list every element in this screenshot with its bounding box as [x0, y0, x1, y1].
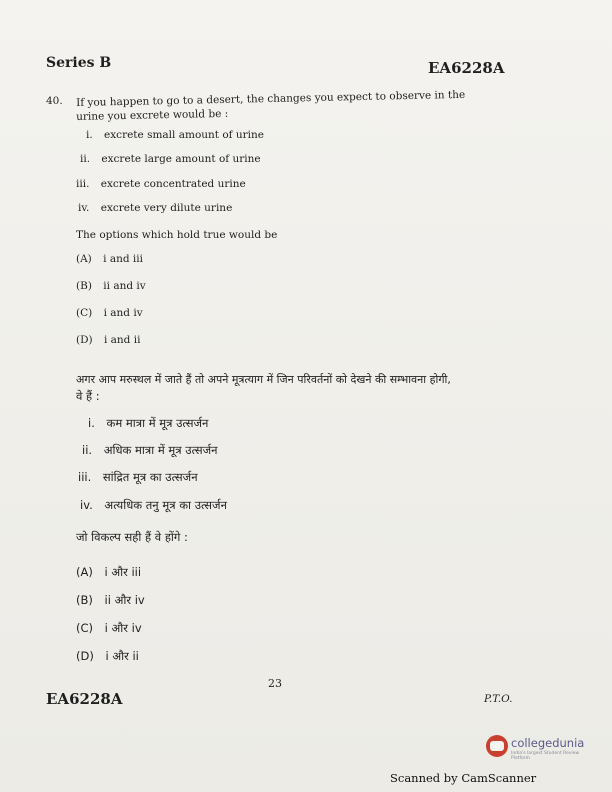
statement-num: iv.	[80, 498, 93, 512]
hindi-statement-item	[88, 416, 208, 431]
statement-num: iii.	[76, 178, 90, 190]
paper-code-footer: EA6228A	[46, 690, 123, 708]
statement-num: iii.	[78, 470, 92, 484]
option-text: i और ii	[105, 649, 139, 663]
paper-code-header: EA6228A	[428, 59, 505, 77]
option-label: (C)	[76, 621, 94, 635]
logo-tagline: India's largest Student Review Platform	[511, 751, 580, 761]
graduation-cap-icon	[486, 735, 508, 757]
page-number: 23	[268, 677, 282, 690]
hindi-option-a[interactable]	[76, 565, 141, 580]
statement-num: ii.	[80, 153, 91, 165]
hindi-question-line-2: वे हैं :	[76, 389, 100, 403]
option-a[interactable]	[76, 253, 143, 265]
statement-item	[86, 129, 264, 141]
statement-item	[76, 178, 246, 190]
statement-num: i.	[86, 129, 93, 141]
statement-num: i.	[88, 416, 95, 430]
hindi-statement-item	[82, 443, 218, 458]
question-text-line-1: If you happen to go to a desert, the changes you expect to observe in the	[76, 88, 466, 109]
options-prompt: The options which hold true would be	[76, 229, 278, 241]
hindi-question-line-1: अगर आप मरुस्थल में जाते हैं तो अपने मूत्रत्याग में जिन परिवर्तनों को देखने की सम्भावना होगी,	[76, 373, 451, 386]
option-d[interactable]	[76, 334, 140, 346]
option-label: (B)	[76, 280, 92, 292]
collegedunia-logo	[486, 731, 596, 765]
option-b[interactable]	[76, 280, 146, 292]
option-text: i और iv	[104, 621, 142, 635]
option-label: (B)	[76, 593, 93, 607]
hindi-options-prompt: जो विकल्प सही हैं वे होंगे :	[76, 530, 188, 544]
question-number: 40.	[46, 95, 63, 107]
option-label: (C)	[76, 307, 93, 319]
statement-text: अत्यधिक तनु मूत्र का उत्सर्जन	[104, 498, 227, 512]
option-label: (D)	[76, 334, 93, 346]
hindi-statement-item	[80, 498, 227, 513]
option-label: (A)	[76, 565, 93, 579]
question-text-line-2: urine you excrete would be :	[76, 107, 229, 123]
logo-name: collegedunia	[511, 736, 585, 750]
statement-text: अधिक मात्रा में मूत्र उत्सर्जन	[103, 443, 218, 457]
statement-item	[78, 202, 232, 214]
option-text: i and iv	[103, 307, 143, 319]
statement-text: excrete very dilute urine	[100, 202, 233, 214]
option-text: ii और iv	[104, 593, 145, 607]
series-label: Series B	[46, 55, 112, 71]
statement-num: iv.	[78, 202, 90, 214]
statement-item	[80, 153, 261, 165]
option-label: (D)	[76, 649, 94, 663]
hindi-statement-item	[78, 470, 198, 485]
camscanner-footer: Scanned by CamScanner	[390, 771, 537, 785]
option-text: i and iii	[103, 253, 143, 265]
pto-label: P.T.O.	[484, 693, 513, 705]
statement-num: ii.	[82, 443, 93, 457]
statement-text: excrete large amount of urine	[101, 153, 261, 165]
statement-text: excrete concentrated urine	[100, 178, 246, 190]
statement-text: कम मात्रा में मूत्र उत्सर्जन	[106, 416, 209, 430]
option-text: ii and iv	[103, 280, 146, 292]
option-text: i and ii	[103, 334, 141, 346]
hindi-option-d[interactable]	[76, 649, 139, 664]
option-c[interactable]	[76, 307, 143, 319]
option-text: i और iii	[104, 565, 142, 579]
hindi-option-c[interactable]	[76, 621, 142, 636]
hindi-option-b[interactable]	[76, 593, 145, 608]
option-label: (A)	[76, 253, 92, 265]
statement-text: सांद्रित मूत्र का उत्सर्जन	[102, 470, 198, 484]
statement-text: excrete small amount of urine	[104, 129, 265, 141]
